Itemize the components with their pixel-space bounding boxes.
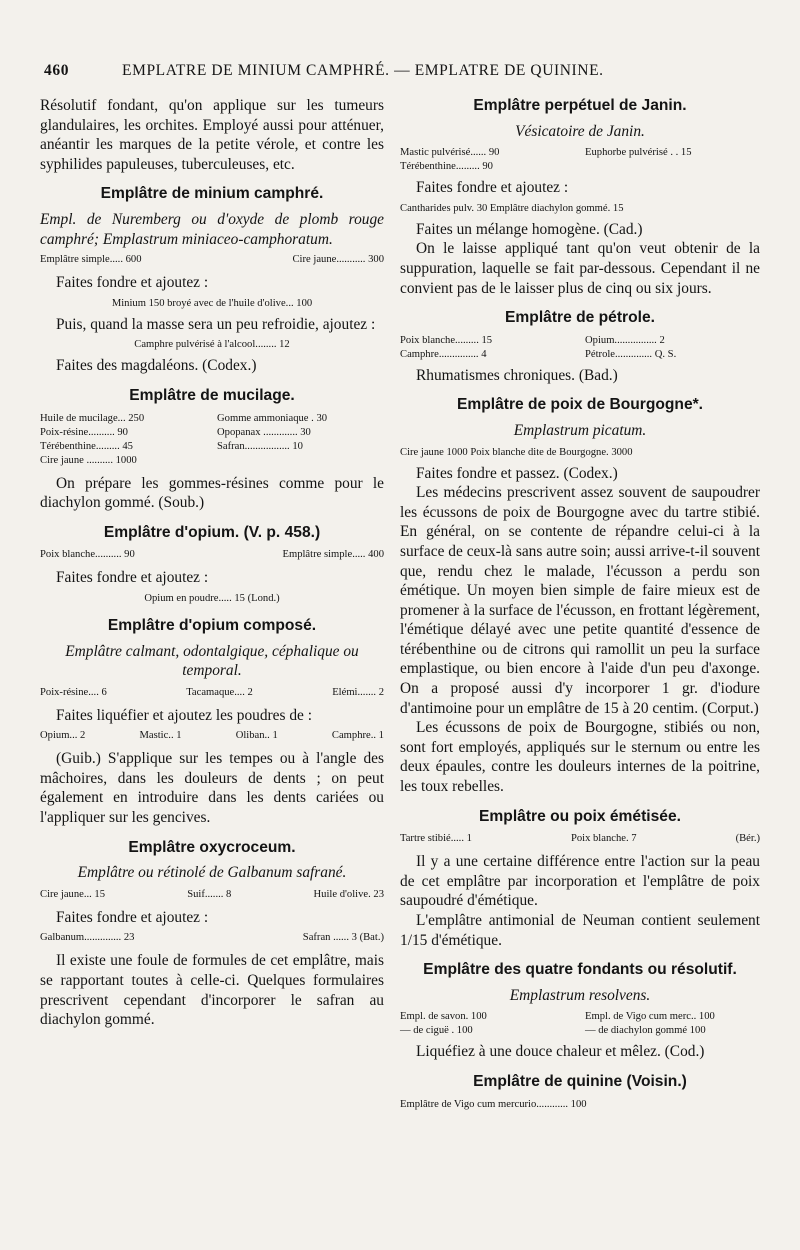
emetisee-ingredients: [400, 832, 760, 846]
opium-compose-text: (Guib.) S'applique sur les tempes ou à l'angle des mâchoires, dans les douleurs de dents ; on peut également en introduire dans les dents cariées ou l'appliquer sur les gencives.: [40, 750, 384, 827]
ingredient: Safran ...... 3 (Bat.): [302, 932, 384, 944]
ingredient: Mastic.. 1: [139, 730, 182, 742]
oxycroceum-ingredients-2: [40, 931, 384, 945]
ingredient: Euphorbe pulvérisé . . 15: [585, 147, 692, 159]
ingredient: Opopanax ............. 30: [217, 426, 311, 438]
ingredient: Elémi....... 2: [332, 686, 384, 698]
ingredient: Oliban.. 1: [235, 730, 278, 742]
opium-compose-synonyms: Emplâtre calmant, odontalgique, céphalique ou temporal.: [65, 642, 359, 680]
emetisee-text-2: L'emplâtre antimonial de Neuman contient seulement 1/15 d'émétique.: [400, 912, 760, 949]
fondants-text: Liquéfiez à une douce chaleur et mêlez. (Cod.): [416, 1043, 705, 1061]
ingredient: Suif....... 8: [187, 888, 232, 900]
ingredient: Poix blanche.......... 90: [40, 549, 135, 561]
ingredient: Gomme ammoniaque . 30: [217, 412, 328, 424]
fondants-synonyms: Emplastrum resolvens.: [509, 986, 651, 1004]
ingredient: Mastic pulvérisé...... 90: [400, 147, 500, 159]
page-number: 460: [44, 62, 70, 79]
oxycroceum-synonyms: Emplâtre ou rétinolé de Galbanum safrané.: [77, 864, 347, 882]
bourgogne-text-2: Les médecins prescrivent assez souvent de saupoudrer les écussons de poix de Bourgogne avec du tartre stibié. En général, on se contente de répandre celui-ci à la surface de ceux-là sans autre soin; aussi arrive-t-il souvent que, rendu chez le malade, l'écusson a perdu son émétique. Un moyen bien simple de faire mieux est de promener à la surface de l'écusson, en frottant légèrement, l'émétique délayé avec une petite quantité d'essence de térébenthine ou de citrons qui ramollit un peu la surface emplastique, ou bien encore à l'aide d'un peu d'axonge. On a proposé aussi d'y incorporer 1 gr. d'iodure d'antimoine pour un emplâtre de 15 à 20 centim. (Corput.): [400, 484, 760, 717]
ingredient: Poix-résine.... 6: [40, 686, 107, 698]
ingredient: Minium 150 broyé avec de l'huile d'olive... 100: [111, 297, 313, 309]
ingredient: Opium... 2: [40, 730, 86, 742]
opium-ingredients: [40, 548, 384, 562]
ingredient: Opium en poudre..... 15 (Lond.): [144, 592, 280, 604]
page-header: [44, 62, 760, 90]
instruction: Faites fondre et ajoutez :: [56, 908, 209, 926]
mucilage-ingredients: [40, 412, 384, 468]
instruction: Faites fondre et ajoutez :: [56, 569, 209, 587]
janin-text-2: On le laisse appliqué tant qu'on veut obtenir de la suppuration, laquelle se fait par-dessous. Cependant il ne convient pas de le laisser plus de cinq ou six jours.: [400, 240, 760, 297]
bourgogne-text-3: Les écussons de poix de Bourgogne, stibiés ou non, sont fort employés, appliqués sur le sternum ou entre les deux épaules, contre les douleurs internes de la poitrine, les toux rebelles.: [400, 719, 760, 796]
section-title-bourgogne: Emplâtre de poix de Bourgogne*.: [456, 396, 704, 414]
ingredient: [585, 160, 760, 174]
ingredient: Poix-résine.......... 90: [40, 426, 128, 438]
janin-text-1: Faites un mélange homogène. (Cad.): [416, 220, 643, 238]
ingredient: Emplâtre de Vigo cum mercurio............ 100: [400, 1098, 587, 1110]
ingredient: Tartre stibié..... 1: [400, 833, 472, 845]
ingredient: Huile d'olive. 23: [313, 888, 384, 900]
running-title: EMPLATRE DE MINIUM CAMPHRÉ. — EMPLATRE DE QUININE.: [122, 62, 604, 79]
section-title-minium: Emplâtre de minium camphré.: [100, 185, 324, 203]
ingredient: — de diachylon gommé 100: [585, 1025, 706, 1037]
ingredient: Tacamaque.... 2: [186, 686, 253, 698]
instruction: Faites des magdaléons. (Codex.): [56, 357, 257, 375]
section-title-janin: Emplâtre perpétuel de Janin.: [473, 97, 687, 114]
minium-synonyms: [40, 210, 384, 249]
ingredient: Poix blanche......... 15: [400, 334, 493, 346]
bourgogne-synonyms: Emplastrum picatum.: [513, 421, 647, 439]
oxycroceum-ingredients: [40, 888, 384, 902]
section-title-fondants: Emplâtre des quatre fondants ou résolutif.: [423, 961, 737, 979]
source-citation: (Bér.): [735, 833, 760, 845]
ingredient: Safran................. 10: [217, 440, 303, 452]
ingredient: Camphre............... 4: [400, 348, 487, 360]
ingredient: Cire jaune 1000 Poix blanche dite de Bourgogne. 3000: [400, 446, 633, 458]
ingredient: Térébenthine......... 90: [400, 161, 493, 173]
section-title-opium-compose: Emplâtre d'opium composé.: [107, 616, 317, 634]
ingredient: Camphre.. 1: [331, 730, 384, 742]
minium-ingredients: [40, 253, 384, 267]
opium-compose-ingredients: [40, 686, 384, 700]
left-column: [40, 96, 384, 1030]
ingredient: Cire jaune... 15: [40, 888, 106, 900]
instruction: Faites liquéfier et ajoutez les poudres de :: [56, 706, 312, 724]
mucilage-text: On prépare les gommes-résines comme pour le diachylon gommé. (Soub.): [40, 474, 384, 512]
ingredient: Empl. de savon. 100: [400, 1011, 487, 1023]
instruction: Faites fondre et ajoutez :: [56, 274, 209, 292]
ingredient: Poix blanche. 7: [570, 833, 637, 845]
ingredient: Pétrole.............. Q. S.: [585, 348, 677, 360]
ingredient: Empl. de Vigo cum merc.. 100: [585, 1011, 715, 1023]
ingredient: Térébenthine......... 45: [40, 440, 133, 452]
section-title-oxycroceum: Emplâtre oxycroceum.: [128, 838, 296, 856]
petrole-text: Rhumatismes chroniques. (Bad.): [416, 366, 618, 384]
ingredient: Cantharides pulv. 30 Emplâtre diachylon gommé. 15: [400, 202, 624, 214]
ingredient: Huile de mucilage... 250: [40, 412, 145, 424]
intro-paragraph: Résolutif fondant, qu'on applique sur les tumeurs glandulaires, les orchites. Employé aussi pour atténuer, anéantir les marques de la petite vérole, et contre les syphilides papuleuses, tuberculeuses, etc.: [40, 97, 384, 173]
section-title-opium: Emplâtre d'opium. (V. p. 458.): [103, 523, 321, 541]
ingredient: Cire jaune........... 300: [292, 254, 384, 266]
ingredient: Cire jaune .......... 1000: [40, 454, 137, 466]
oxycroceum-text: Il existe une foule de formules de cet emplâtre, mais se rapportant toutes à celle-ci. Quelques formulaires prescrivent cependant d'incorporer le safran au diachylon gommé.: [40, 952, 384, 1029]
ingredient: Opium................ 2: [585, 334, 665, 346]
opium-compose-powders: [40, 729, 384, 743]
petrole-ingredients: [400, 334, 760, 362]
right-column: [400, 96, 760, 1112]
section-title-mucilage: Emplâtre de mucilage.: [129, 386, 295, 404]
ingredient: — de ciguë . 100: [400, 1025, 473, 1037]
janin-ingredients: [400, 146, 760, 174]
ingredient: Emplâtre simple..... 400: [282, 549, 384, 561]
bourgogne-text-1: Faites fondre et passez. (Codex.): [416, 464, 618, 482]
instruction: Puis, quand la masse sera un peu refroidie, ajoutez :: [56, 315, 376, 333]
instruction: Faites fondre et ajoutez :: [416, 179, 569, 197]
section-title-emetisee: Emplâtre ou poix émétisée.: [479, 807, 681, 825]
emetisee-text-1: Il y a une certaine différence entre l'action sur la peau de cet emplâtre par incorporation et l'emplâtre de poix saupoudré d'émétique.: [400, 853, 760, 910]
janin-synonyms: Vésicatoire de Janin.: [515, 122, 645, 140]
ingredient: [217, 454, 384, 468]
ingredient: Galbanum.............. 23: [40, 932, 135, 944]
minium-syn-prefix: Empl.: [40, 210, 77, 228]
fondants-ingredients: [400, 1010, 760, 1038]
section-title-petrole: Emplâtre de pétrole.: [505, 309, 655, 327]
minium-syn-text: de Nuremberg ou d'oxyde de plomb rouge camphré; Emplastrum miniaceo-camphoratum.: [40, 210, 384, 248]
ingredient: Emplâtre simple..... 600: [40, 254, 142, 266]
section-title-quinine: Emplâtre de quinine (Voisin.): [473, 1072, 687, 1090]
ingredient: Camphre pulvérisé à l'alcool........ 12: [134, 339, 290, 351]
